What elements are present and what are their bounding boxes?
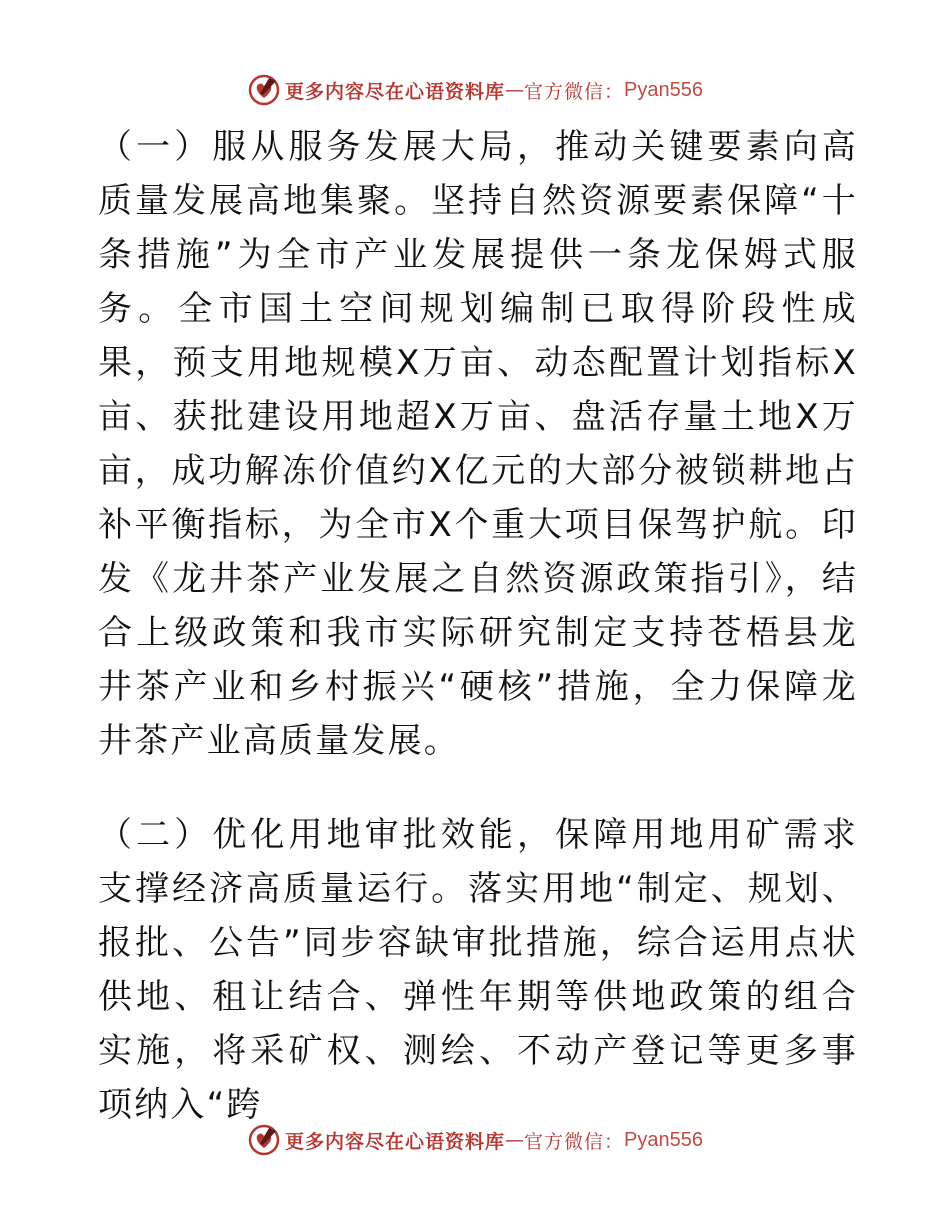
heart-pen-logo-icon	[247, 1123, 281, 1157]
document-body	[98, 120, 858, 1132]
footer-wechat-id: Pyan556	[624, 1128, 703, 1151]
footer-banner	[0, 1120, 950, 1160]
paragraph-1: （一）服从服务发展大局，推动关键要素向高质量发展高地集聚。坚持自然资源要素保障“十条措施”为全市产业发展提供一条龙保姆式服务。全市国土空间规划编制已取得阶段性成果，预支用地规模X万亩、动态配置计划指标X亩、获批建设用地超X万亩、盘活存量土地X万亩，成功解冻价值约X亿元的大部分被锁耕地占补平衡指标，为全市X个重大项目保驾护航。印发《龙井茶产业发展之自然资源政策指引》，结合上级政策和我市实际研究制定支持苍梧县龙井茶产业和乡村振兴“硬核”措施，全力保障龙井茶产业高质量发展。	[98, 127, 858, 761]
footer-brand: 更多内容尽在心语资料库	[285, 1130, 506, 1153]
paragraph-2: （二）优化用地审批效能，保障用地用矿需求支撑经济高质量运行。落实用地“制定、规划、报批、公告”同步容缺审批措施，综合运用点状供地、租让结合、弹性年期等供地政策的组合实施，将采矿权、测绘、不动产登记等更多事项纳入“跨	[98, 815, 858, 1125]
footer-official: 官方微信：	[524, 1130, 625, 1153]
header-banner	[0, 70, 950, 110]
header-separator: —	[505, 79, 525, 101]
footer-separator: —	[505, 1129, 525, 1151]
heart-pen-logo-icon	[247, 73, 281, 107]
header-wechat-id: Pyan556	[624, 78, 703, 101]
header-official: 官方微信：	[524, 80, 625, 103]
header-brand: 更多内容尽在心语资料库	[285, 80, 506, 103]
